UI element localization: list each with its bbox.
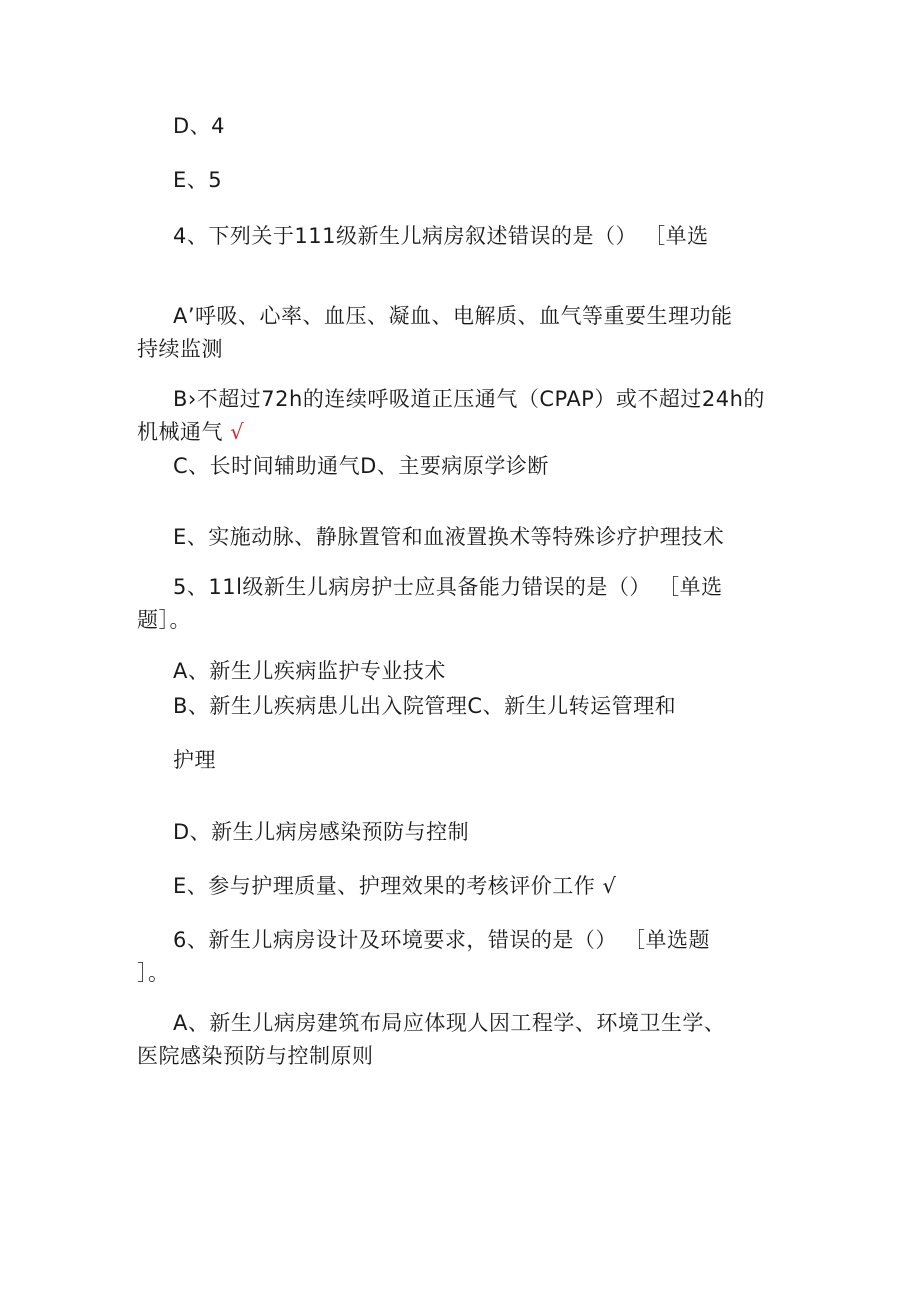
question-6-line2: ］。 [137,961,170,985]
correct-answer-check-icon: √ [230,420,245,444]
option-a-q4-line1: A’呼吸、心率、血压、凝血、电解质、血气等重要生理功能 [173,304,733,328]
option-a-q6-line2: 医院感染预防与控制原则 [137,1044,374,1068]
question-5-line2: 题］。 [137,608,191,632]
option-e-q5: E、参与护理质量、护理效果的考核评价工作 √ [173,874,617,898]
question-5-line1: 5、11l级新生儿病房护士应具备能力错误的是（） ［单选 [173,575,723,599]
option-e-q3: E、5 [173,168,223,192]
option-b-q4-line2 [137,417,244,447]
question-6-line1: 6、新生儿病房设计及环境要求，错误的是（） ［单选题 [173,928,711,952]
option-b-q4-text: 机械通气 [137,420,223,444]
option-a-q5: A、新生儿疾病监护专业技术 [173,659,446,683]
option-e-q4: E、实施动脉、静脉置管和血液置换术等特殊诊疗护理技术 [173,525,725,549]
option-a-q6-line1: A、新生儿病房建筑布局应体现人因工程学、环境卫生学、 [173,1011,726,1035]
option-d-q3: D、4 [173,114,226,138]
question-4: 4、下列关于111级新生儿病房叙述错误的是（） ［单选 [173,224,709,248]
option-b-q4-line1: B›不超过72h的连续呼吸道正压通气（CPAP）或不超过24h的 [173,387,765,411]
option-a-q4-line2: 持续监测 [137,337,223,361]
option-b-c-q5: B、新生儿疾病患儿出入院管理C、新生儿转运管理和 [173,694,677,718]
option-c-q5-cont: 护理 [173,748,216,772]
option-c-d-q4: C、长时间辅助通气D、主要病原学诊断 [173,454,549,478]
option-d-q5: D、新生儿病房感染预防与控制 [173,820,470,844]
